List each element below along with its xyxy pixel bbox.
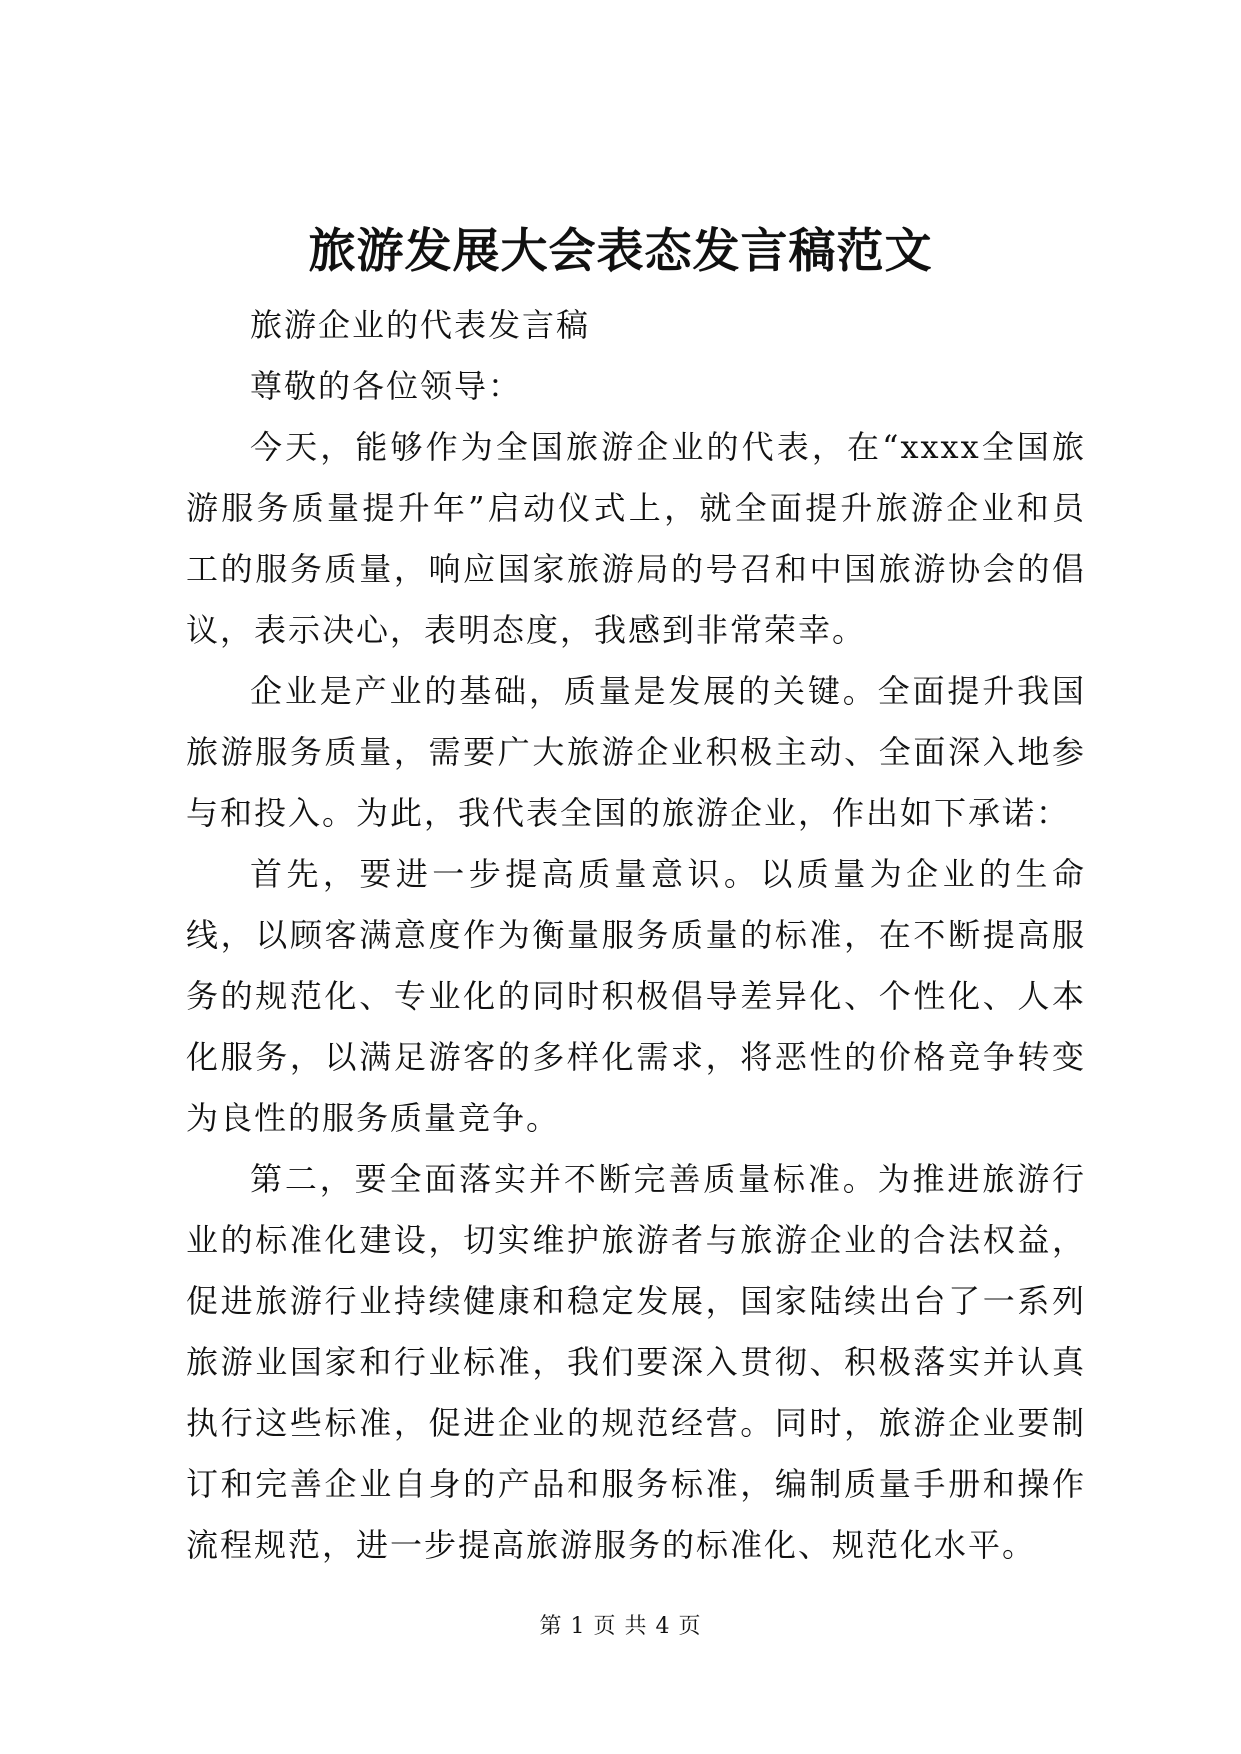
paragraph-subtitle: 旅游企业的代表发言稿 (250, 306, 591, 344)
paragraph-second-point: 第二，要全面落实并不断完善质量标准。为推进旅游行业的标准化建设，切实维护旅游者与旅游企业的合法权益，促进旅游行业持续健康和稳定发展，国家陆续出台了一系列旅游业国家和行业标准，我们要深入贯彻、积极落实并认真执行这些标准，促进企业的规范经营。同时，旅游企业要制订和完善企业自身的产品和服务标准，编制质量手册和操作流程规范，进一步提高旅游服务的标准化、规范化水平。 (186, 1160, 1086, 1564)
page-number-footer: 第 1 页 共 4 页 (539, 1614, 702, 1639)
paragraph-first-point: 首先，要进一步提高质量意识。以质量为企业的生命线，以顾客满意度作为衡量服务质量的标准，在不断提高服务的规范化、专业化的同时积极倡导差异化、个性化、人本化服务，以满足游客的多样化需求，将恶性的价格竞争转变为良性的服务质量竞争。 (186, 855, 1086, 1137)
paragraph-opening: 今天，能够作为全国旅游企业的代表，在“xxxx全国旅游服务质量提升年”启动仪式上，就全面提升旅游企业和员工的服务质量，响应国家旅游局的号召和中国旅游协会的倡议，表示决心，表明态度，我感到非常荣幸。 (186, 428, 1086, 649)
paragraph-salutation: 尊敬的各位领导： (250, 367, 523, 405)
document-body (186, 295, 1086, 1576)
paragraph-commitment-intro: 企业是产业的基础，质量是发展的关键。全面提升我国旅游服务质量，需要广大旅游企业积极主动、全面深入地参与和投入。为此，我代表全国的旅游企业，作出如下承诺： (186, 672, 1086, 832)
document-title: 旅游发展大会表态发言稿范文 (308, 224, 933, 279)
